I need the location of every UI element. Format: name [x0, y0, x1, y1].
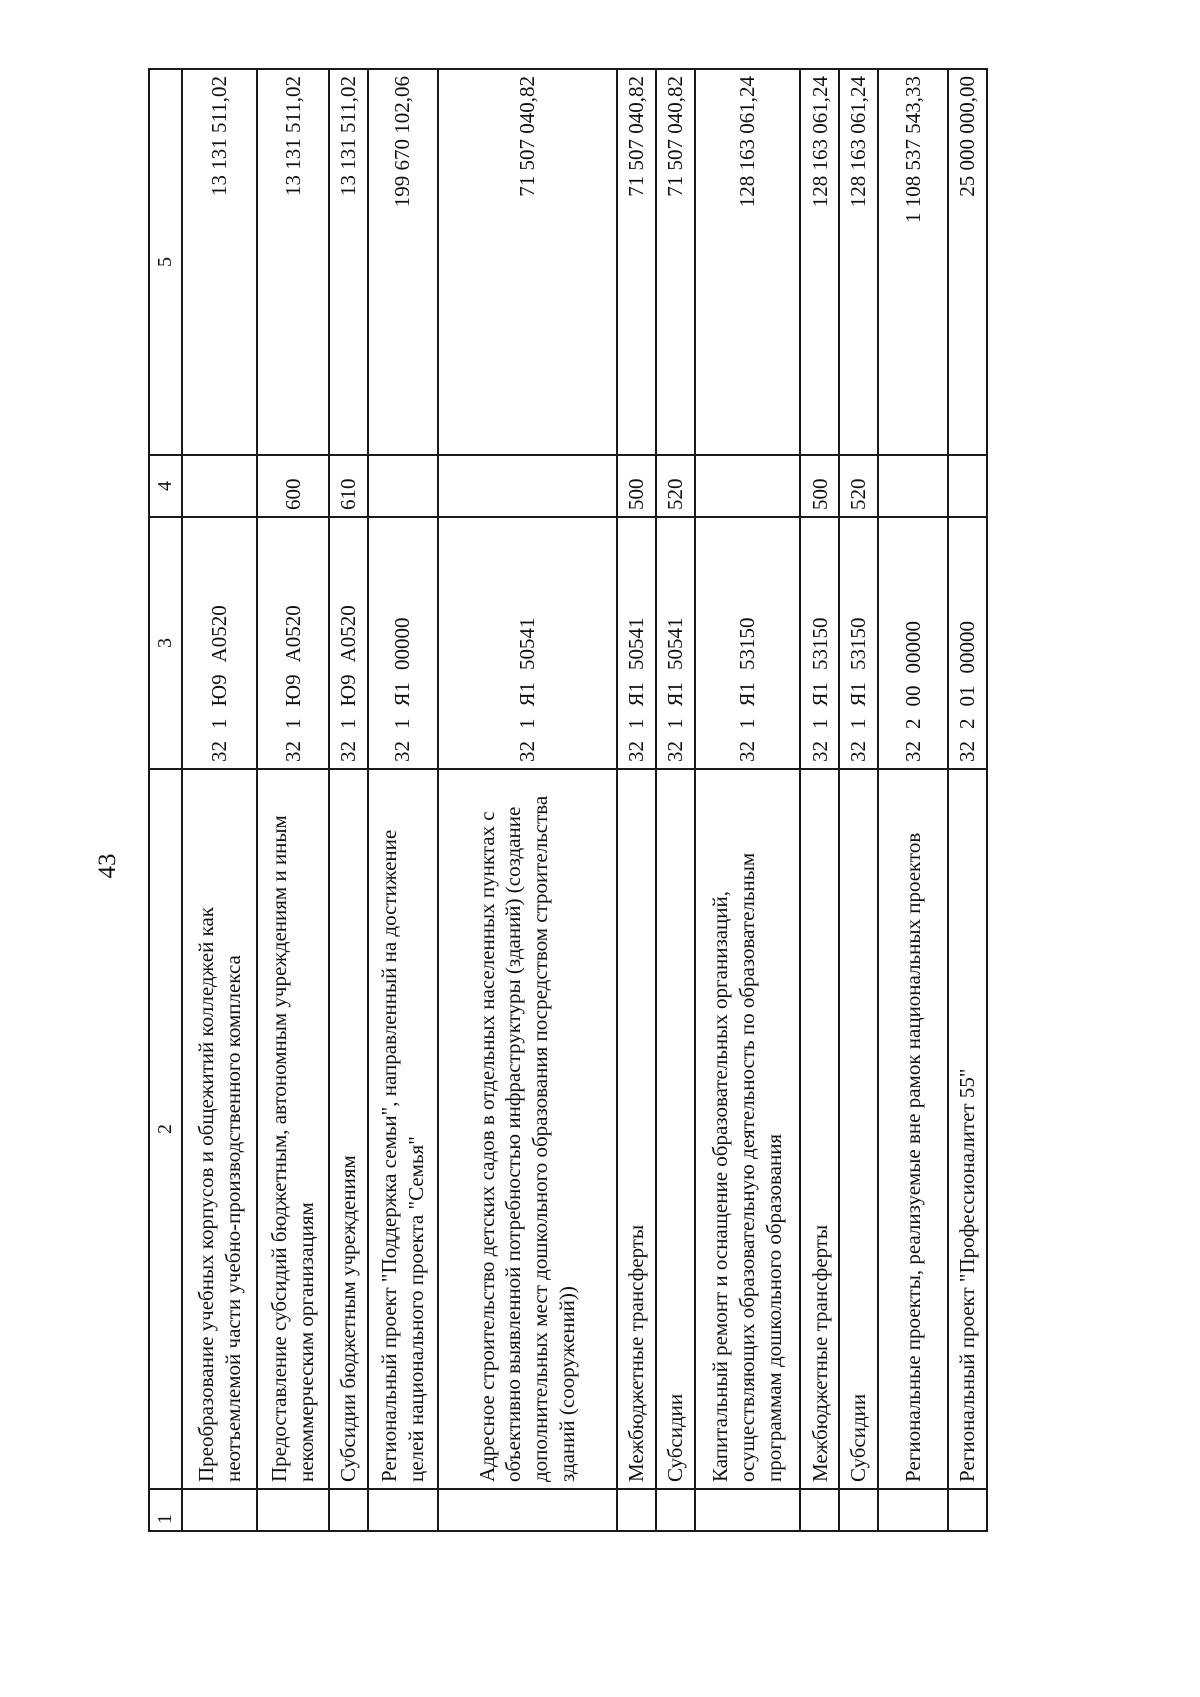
- row-name-cell: Региональные проекты, реализуемые вне рамок национальных проектов: [878, 769, 948, 1489]
- table-row: [948, 69, 987, 1531]
- code-part: 2: [955, 718, 980, 729]
- code-part: Я1: [624, 681, 649, 707]
- row-number-cell: [182, 1489, 257, 1531]
- row-code-cell: [617, 517, 656, 769]
- code-part: 32: [807, 741, 832, 762]
- code-part: А0520: [207, 605, 232, 663]
- table-row: [329, 69, 368, 1531]
- code-part: Я1: [390, 681, 415, 707]
- code-part: Я1: [663, 681, 688, 707]
- row-number-cell: [800, 1489, 839, 1531]
- row-code-cell: [948, 517, 987, 769]
- code-part: 32: [514, 741, 539, 762]
- code-part: 32: [955, 741, 980, 762]
- row-amount-cell: 13 131 511,02: [182, 69, 257, 455]
- code-part: 50541: [514, 617, 539, 670]
- code-part: 53150: [846, 617, 871, 670]
- row-type-cell: 500: [617, 455, 656, 517]
- code-part: 2: [900, 718, 925, 729]
- table-row: [695, 69, 801, 1531]
- code-part: А0520: [336, 605, 361, 663]
- table-row: [257, 69, 329, 1531]
- code-part: 32: [207, 741, 232, 762]
- row-number-cell: [695, 1489, 801, 1531]
- row-type-cell: 520: [656, 455, 695, 517]
- row-number-cell: [257, 1489, 329, 1531]
- row-name-cell: Капитальный ремонт и оснащение образовательных организаций, осуществляющих образовательную деятельность по образовательным программам дошкольного образования: [695, 769, 801, 1489]
- row-amount-cell: 25 000 000,00: [948, 69, 987, 455]
- code-part: 1: [514, 718, 539, 729]
- code-part: 32: [336, 741, 361, 762]
- row-number-cell: [617, 1489, 656, 1531]
- code-part: А0520: [280, 605, 305, 663]
- row-code-cell: [438, 517, 617, 769]
- row-type-cell: 500: [800, 455, 839, 517]
- table-row: [878, 69, 948, 1531]
- row-number-cell: [878, 1489, 948, 1531]
- row-type-cell: [438, 455, 617, 517]
- code-part: 00: [900, 685, 925, 707]
- row-type-cell: 610: [329, 455, 368, 517]
- row-amount-cell: 71 507 040,82: [617, 69, 656, 455]
- row-type-cell: [368, 455, 438, 517]
- row-type-cell: 600: [257, 455, 329, 517]
- code-part: Ю9: [207, 674, 232, 707]
- row-number-cell: [329, 1489, 368, 1531]
- column-header-4: 4: [149, 455, 182, 517]
- row-name-cell: Региональный проект "Профессионалитет 55": [948, 769, 987, 1489]
- table-row: [368, 69, 438, 1531]
- code-part: Ю9: [336, 674, 361, 707]
- row-amount-cell: 199 670 102,06: [368, 69, 438, 455]
- code-part: 53150: [807, 617, 832, 670]
- code-part: 00000: [390, 617, 415, 670]
- row-type-cell: [182, 455, 257, 517]
- code-part: 00000: [900, 621, 925, 674]
- code-part: Ю9: [280, 674, 305, 707]
- code-part: 1: [807, 718, 832, 729]
- row-type-cell: [695, 455, 801, 517]
- code-part: Я1: [846, 681, 871, 707]
- row-code-cell: [800, 517, 839, 769]
- row-amount-cell: 71 507 040,82: [438, 69, 617, 455]
- row-name-cell: Субсидии бюджетным учреждениям: [329, 769, 368, 1489]
- code-part: 1: [390, 718, 415, 729]
- row-name-cell: Субсидии: [656, 769, 695, 1489]
- column-header-3: 3: [149, 517, 182, 769]
- header-row: [149, 69, 182, 1531]
- row-amount-cell: 1 108 537 543,33: [878, 69, 948, 455]
- row-name-cell: Адресное строительство детских садов в отдельных населенных пунктах с объективно выявленной потребностью инфраструктуры (зданий) (создание дополнительных мест дошкольного образования посредством строительства зданий (сооружений)): [438, 769, 617, 1489]
- table-row: [182, 69, 257, 1531]
- code-part: Я1: [735, 681, 760, 707]
- code-part: Я1: [807, 681, 832, 707]
- row-code-cell: [329, 517, 368, 769]
- code-part: 1: [735, 718, 760, 729]
- row-type-cell: [878, 455, 948, 517]
- column-header-2: 2: [149, 769, 182, 1489]
- column-header-5: 5: [149, 69, 182, 455]
- table-row: [656, 69, 695, 1531]
- row-number-cell: [839, 1489, 878, 1531]
- row-amount-cell: 128 163 061,24: [695, 69, 801, 455]
- row-name-cell: Региональный проект "Поддержка семьи", направленный на достижение целей национального проекта "Семья": [368, 769, 438, 1489]
- code-part: 32: [846, 741, 871, 762]
- row-code-cell: [695, 517, 801, 769]
- row-code-cell: [878, 517, 948, 769]
- budget-table-sheet: [148, 70, 988, 1532]
- row-amount-cell: 71 507 040,82: [656, 69, 695, 455]
- code-part: 32: [900, 741, 925, 762]
- row-name-cell: Предоставление субсидий бюджетным, автономным учреждениям и иным некоммерческим организациям: [257, 769, 329, 1489]
- table-row: [800, 69, 839, 1531]
- row-code-cell: [257, 517, 329, 769]
- row-name-cell: Преобразование учебных корпусов и общежитий колледжей как неотъемлемой части учебно-производственного комплекса: [182, 769, 257, 1489]
- code-part: 32: [280, 741, 305, 762]
- row-type-cell: [948, 455, 987, 517]
- code-part: 32: [663, 741, 688, 762]
- budget-table: [148, 68, 988, 1532]
- row-code-cell: [368, 517, 438, 769]
- code-part: 50541: [624, 617, 649, 670]
- code-part: 1: [624, 718, 649, 729]
- code-part: 1: [846, 718, 871, 729]
- row-amount-cell: 13 131 511,02: [257, 69, 329, 455]
- code-part: 32: [624, 741, 649, 762]
- row-code-cell: [656, 517, 695, 769]
- row-name-cell: Межбюджетные трансферты: [617, 769, 656, 1489]
- code-part: 00000: [955, 621, 980, 674]
- table-row: [839, 69, 878, 1531]
- row-amount-cell: 128 163 061,24: [839, 69, 878, 455]
- code-part: Я1: [514, 681, 539, 707]
- row-number-cell: [438, 1489, 617, 1531]
- row-number-cell: [368, 1489, 438, 1531]
- page-number: 43: [94, 853, 121, 879]
- row-name-cell: Субсидии: [839, 769, 878, 1489]
- code-part: 32: [735, 741, 760, 762]
- code-part: 01: [955, 685, 980, 707]
- row-amount-cell: 13 131 511,02: [329, 69, 368, 455]
- code-part: 50541: [663, 617, 688, 670]
- code-part: 53150: [735, 617, 760, 670]
- row-name-cell: Межбюджетные трансферты: [800, 769, 839, 1489]
- row-number-cell: [948, 1489, 987, 1531]
- code-part: 1: [336, 718, 361, 729]
- code-part: 1: [280, 718, 305, 729]
- row-type-cell: 520: [839, 455, 878, 517]
- column-header-1: 1: [149, 1489, 182, 1531]
- row-code-cell: [839, 517, 878, 769]
- table-row: [617, 69, 656, 1531]
- row-number-cell: [656, 1489, 695, 1531]
- code-part: 1: [207, 718, 232, 729]
- code-part: 1: [663, 718, 688, 729]
- row-amount-cell: 128 163 061,24: [800, 69, 839, 455]
- table-body: [149, 69, 987, 1531]
- code-part: 32: [390, 741, 415, 762]
- table-row: [438, 69, 617, 1531]
- row-code-cell: [182, 517, 257, 769]
